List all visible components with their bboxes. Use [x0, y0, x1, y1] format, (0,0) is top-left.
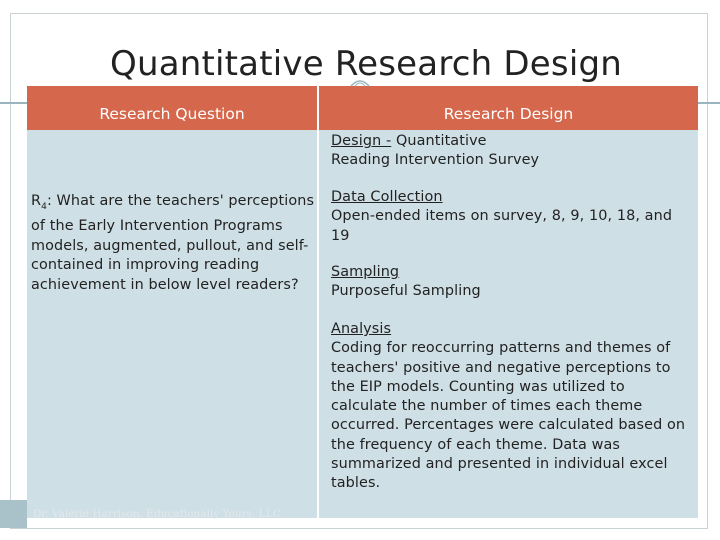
question-cell	[27, 130, 317, 518]
footer-credit: Dr. Valerie Harrison, Educationally Yours, LLC	[33, 508, 281, 520]
analysis-block	[331, 320, 693, 494]
design-label: Design -	[331, 133, 392, 149]
research-table	[27, 86, 698, 518]
corner-accent	[0, 500, 27, 528]
design-block	[331, 132, 691, 171]
slide-title: Quantitative Research Design	[109, 44, 622, 84]
data-collection-value: Open-ended items on survey, 8, 9, 10, 18, and 19	[331, 208, 673, 244]
sampling-label: Sampling	[331, 264, 400, 280]
ornament-icon	[350, 78, 370, 88]
analysis-label: Analysis	[331, 321, 392, 337]
sampling-value: Purposeful Sampling	[331, 283, 481, 300]
research-question-text	[31, 192, 315, 295]
question-subscript: 4	[41, 201, 47, 212]
design-value: Quantitative	[391, 133, 487, 149]
design-instrument: Reading Intervention Survey	[331, 152, 540, 169]
question-body: : What are the teachers' perceptions of the Early Intervention Programs models, augmented, pullout, and self-contained in improving reading achievement in below level readers?	[31, 193, 315, 293]
header-research-question: Research Question	[27, 86, 317, 130]
question-prefix: R	[31, 193, 42, 209]
design-cell	[319, 130, 698, 518]
title-rule-right	[698, 102, 720, 104]
sampling-block	[331, 263, 681, 302]
title-rule-left	[0, 102, 27, 104]
analysis-value: Coding for reoccurring patterns and themes of teachers' positive and negative perceptions to the EIP models. Counting was utilized to calculate the number of times each theme occurred. Percentages were calculated based on the frequency of each theme. Data was summarized and presented in individual excel tables.	[331, 340, 686, 492]
header-research-design: Research Design	[319, 86, 698, 130]
data-collection-block	[331, 188, 681, 246]
data-collection-label: Data Collection	[331, 189, 443, 205]
